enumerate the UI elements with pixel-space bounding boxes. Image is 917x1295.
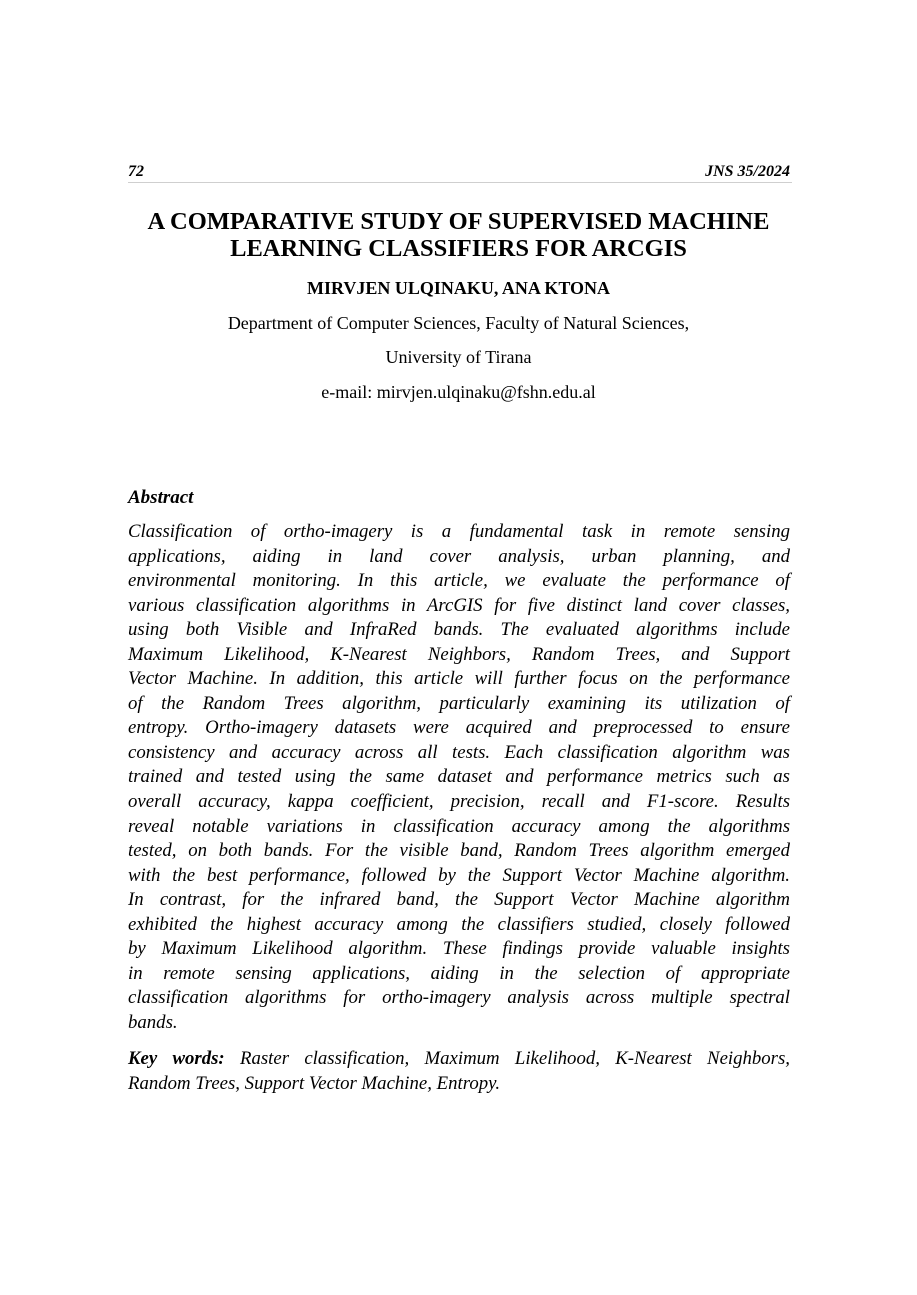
abstract-line: Maximum Likelihood, K-Nearest Neighbors, Random Trees, and Support bbox=[128, 643, 790, 665]
keywords-section bbox=[128, 1047, 790, 1096]
abstract-body bbox=[128, 520, 790, 1035]
abstract-line: entropy. Ortho-imagery datasets were acquired and preprocessed to ensure bbox=[128, 717, 790, 739]
abstract-line: In contrast, for the infrared band, the Support Vector Machine algorithm bbox=[128, 889, 790, 911]
abstract-line: with the best performance, followed by the Support Vector Machine algorithm. bbox=[128, 864, 790, 886]
header-divider bbox=[128, 182, 792, 183]
contact-email: e-mail: mirvjen.ulqinaku@fshn.edu.al bbox=[321, 382, 596, 402]
abstract-line: of the Random Trees algorithm, particularly examining its utilization of bbox=[128, 692, 790, 714]
abstract-line: consistency and accuracy across all tests. Each classification algorithm was bbox=[128, 741, 790, 763]
abstract-line: applications, aiding in land cover analysis, urban planning, and bbox=[128, 545, 790, 567]
affiliation-university: University of Tirana bbox=[385, 347, 532, 367]
abstract-line: trained and tested using the same dataset and performance metrics such as bbox=[128, 766, 790, 788]
affiliation-department: Department of Computer Sciences, Faculty of Natural Sciences, bbox=[227, 313, 690, 333]
abstract-line: reveal notable variations in classification accuracy among the algorithms bbox=[128, 815, 790, 837]
abstract-line: bands. bbox=[128, 1011, 178, 1033]
abstract-heading: Abstract bbox=[128, 487, 194, 508]
abstract-line: environmental monitoring. In this article, we evaluate the performance of bbox=[128, 570, 790, 592]
keywords-text-1: Raster classification, Maximum Likelihood, K-Nearest Neighbors, bbox=[240, 1048, 790, 1069]
abstract-line: Classification of ortho-imagery is a fundamental task in remote sensing bbox=[128, 521, 790, 542]
abstract-line: various classification algorithms in ArcGIS for five distinct land cover classes, bbox=[128, 594, 790, 616]
abstract-line: tested, on both bands. For the visible band, Random Trees algorithm emerged bbox=[128, 840, 790, 862]
keywords-line-1 bbox=[128, 1047, 790, 1072]
abstract-line: exhibited the highest accuracy among the classifiers studied, closely followed bbox=[128, 913, 790, 935]
paper-title bbox=[100, 208, 817, 262]
paper-title-line-1: A COMPARATIVE STUDY OF SUPERVISED MACHINE bbox=[147, 208, 770, 235]
paper-title-line-2: LEARNING CLASSIFIERS FOR ARCGIS bbox=[230, 235, 687, 262]
page-number: 72 bbox=[128, 163, 144, 180]
abstract-line: in remote sensing applications, aiding in the selection of appropriate bbox=[128, 962, 790, 984]
abstract-line: classification algorithms for ortho-imagery analysis across multiple spectral bbox=[128, 987, 790, 1009]
abstract-line: by Maximum Likelihood algorithm. These findings provide valuable insights bbox=[128, 938, 790, 960]
abstract-line: Vector Machine. In addition, this article will further focus on the performance bbox=[128, 668, 790, 690]
abstract-line: using both Visible and InfraRed bands. The evaluated algorithms include bbox=[128, 619, 790, 641]
keywords-label: Key words: bbox=[128, 1048, 225, 1069]
journal-reference: JNS 35/2024 bbox=[705, 163, 790, 180]
keywords-text-2: Random Trees, Support Vector Machine, Entropy. bbox=[128, 1072, 501, 1094]
running-header bbox=[128, 162, 790, 182]
abstract-line: overall accuracy, kappa coefficient, precision, recall and F1-score. Results bbox=[128, 791, 790, 813]
author-list: MIRVJEN ULQINAKU, ANA KTONA bbox=[306, 278, 611, 298]
